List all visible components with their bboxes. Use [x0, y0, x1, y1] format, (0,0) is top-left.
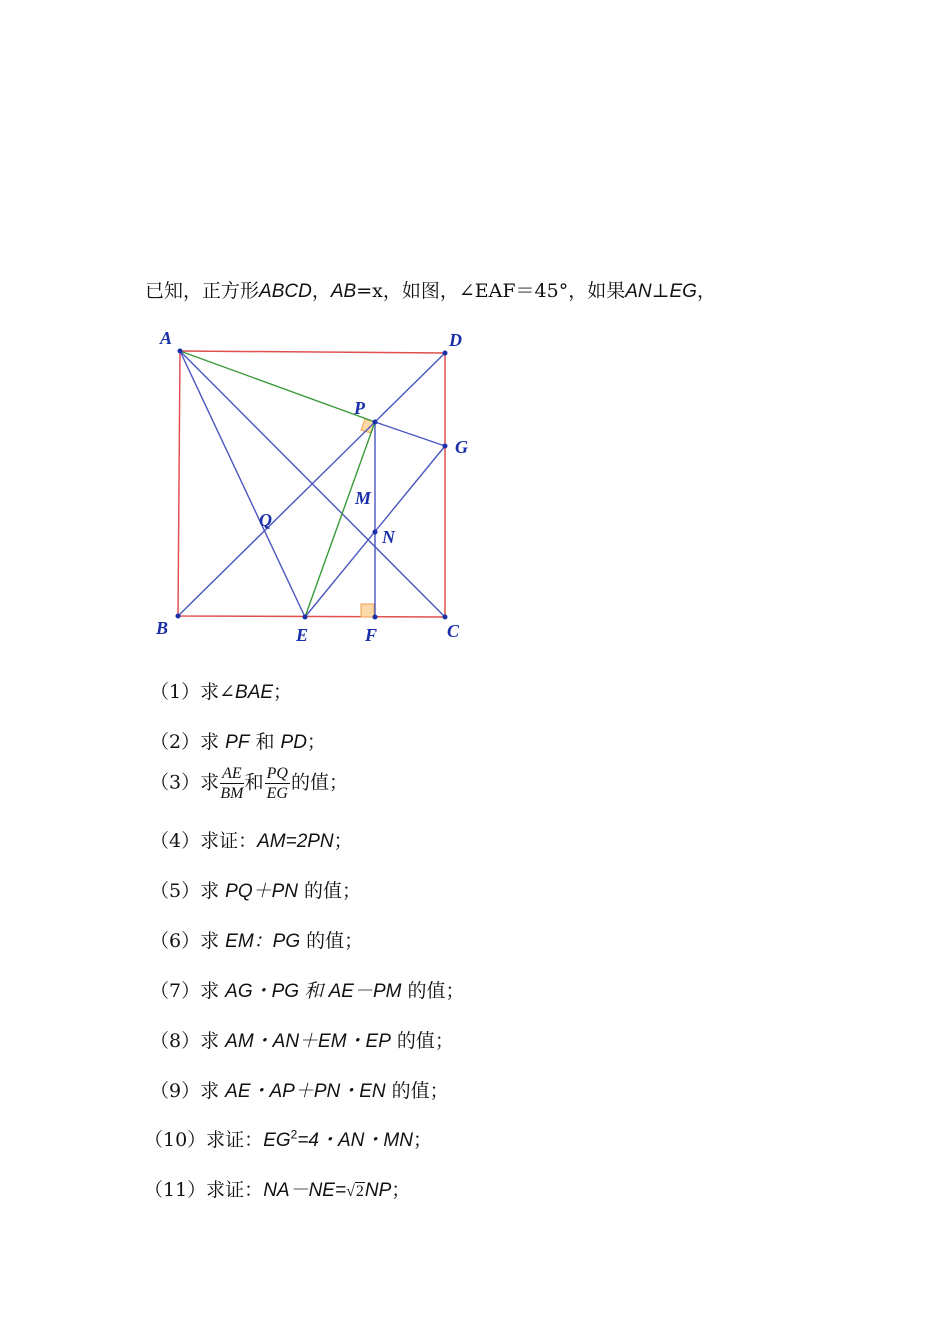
fraction-pq-eg	[265, 764, 290, 803]
sqrt-symbol	[346, 1182, 365, 1200]
q5-prefix: （5）求	[150, 880, 226, 902]
q9-prefix: （9）求	[150, 1080, 226, 1102]
q10-end: ；	[412, 1129, 432, 1151]
q4-expr: AM=2PN	[257, 831, 334, 852]
q9-expr: AE・AP＋PN・EN	[225, 1081, 386, 1102]
fraction-denominator: BM	[220, 785, 244, 802]
label-q: Q	[259, 510, 272, 530]
q11-end: ；	[391, 1179, 411, 1201]
q9-end: 的值；	[385, 1080, 449, 1102]
point-e	[303, 615, 308, 620]
line-ap	[180, 351, 375, 422]
radicand: 2	[355, 1183, 364, 1200]
point-g	[443, 444, 448, 449]
label-b: B	[156, 618, 169, 638]
q2-pf: PF	[225, 732, 250, 753]
intro-comma: ，	[311, 280, 331, 302]
q8-expr: AM・AN＋EM・EP	[225, 1031, 391, 1052]
q7-expr: AG・PG 和 AE－PM	[225, 981, 402, 1002]
label-d: D	[449, 330, 462, 350]
question-9	[150, 1076, 449, 1103]
question-11	[144, 1175, 410, 1202]
intro-square-name: ABCD	[259, 281, 312, 302]
label-f: F	[365, 625, 378, 645]
intro-an: AN	[625, 281, 652, 302]
q6-prefix: （6）求	[150, 930, 226, 952]
question-1	[150, 677, 292, 704]
q1-expr: BAE	[235, 682, 274, 703]
q4-end: ；	[333, 830, 353, 852]
radical-sign: √	[346, 1183, 355, 1200]
point-b	[176, 614, 181, 619]
q6-expr: EM：PG	[225, 931, 301, 952]
q5-expr: PQ＋PN	[225, 881, 298, 902]
label-c: C	[447, 621, 460, 641]
point-c	[443, 615, 448, 620]
line-ae	[180, 351, 305, 617]
intro-end: ，	[696, 280, 716, 302]
label-a: A	[160, 328, 173, 348]
question-10	[144, 1125, 432, 1152]
q2-and: 和	[249, 731, 281, 753]
point-a	[178, 349, 183, 354]
problem-statement	[145, 276, 716, 303]
q1-end: ；	[273, 681, 293, 703]
q10-rhs: =4・AN・MN	[297, 1130, 413, 1151]
q10-exponent: 2	[290, 1127, 298, 1142]
q2-end: ；	[306, 731, 326, 753]
line-ef	[305, 422, 375, 617]
label-e: E	[296, 625, 309, 645]
intro-condition: =x，如图，∠EAF＝45°，如果	[356, 280, 626, 302]
q8-prefix: （8）求	[150, 1030, 226, 1052]
label-g: G	[455, 437, 468, 457]
q5-end: 的值；	[298, 880, 362, 902]
q10-prefix: （10）求证：	[144, 1129, 264, 1151]
q6-end: 的值；	[300, 930, 364, 952]
fraction-denominator: EG	[266, 785, 288, 802]
diagonal-ac	[180, 351, 445, 617]
question-7	[150, 976, 465, 1003]
point-f	[373, 615, 378, 620]
q1-prefix: （1）求∠	[150, 681, 236, 703]
q8-end: 的值；	[390, 1030, 454, 1052]
q3-prefix: （3）求	[150, 771, 220, 794]
perp-symbol: ⊥	[651, 280, 670, 302]
question-2	[150, 727, 326, 754]
q4-prefix: （4）求证：	[150, 830, 258, 852]
question-5	[150, 876, 361, 903]
question-6	[150, 926, 363, 953]
line-pg	[375, 422, 445, 446]
intro-eg: EG	[669, 281, 697, 302]
question-3	[150, 764, 348, 803]
intro-text: 已知，正方形	[145, 280, 260, 302]
label-m: M	[355, 488, 372, 508]
point-d	[443, 351, 448, 356]
q2-pd: PD	[280, 732, 307, 753]
question-8	[150, 1026, 454, 1053]
label-p: P	[354, 398, 365, 418]
q11-prefix: （11）求证：	[144, 1179, 264, 1201]
q10-eg: EG	[263, 1130, 291, 1151]
q7-prefix: （7）求	[150, 980, 226, 1002]
geometry-figure	[150, 325, 480, 650]
q11-np: NP	[364, 1180, 392, 1201]
intro-side: AB	[330, 281, 357, 302]
q3-end: 的值；	[290, 771, 348, 794]
fraction-numerator: PQ	[266, 765, 288, 782]
fraction-numerator: AE	[222, 765, 242, 782]
q3-and: 和	[244, 771, 264, 794]
right-angle-f	[361, 604, 374, 617]
point-p	[373, 420, 378, 425]
q7-end: 的值；	[401, 980, 465, 1002]
q2-prefix: （2）求	[150, 731, 226, 753]
question-4	[150, 826, 353, 853]
point-n	[373, 530, 378, 535]
fraction-ae-bm	[220, 764, 244, 803]
q11-lhs: NA－NE=	[263, 1180, 347, 1201]
label-n: N	[382, 527, 395, 547]
